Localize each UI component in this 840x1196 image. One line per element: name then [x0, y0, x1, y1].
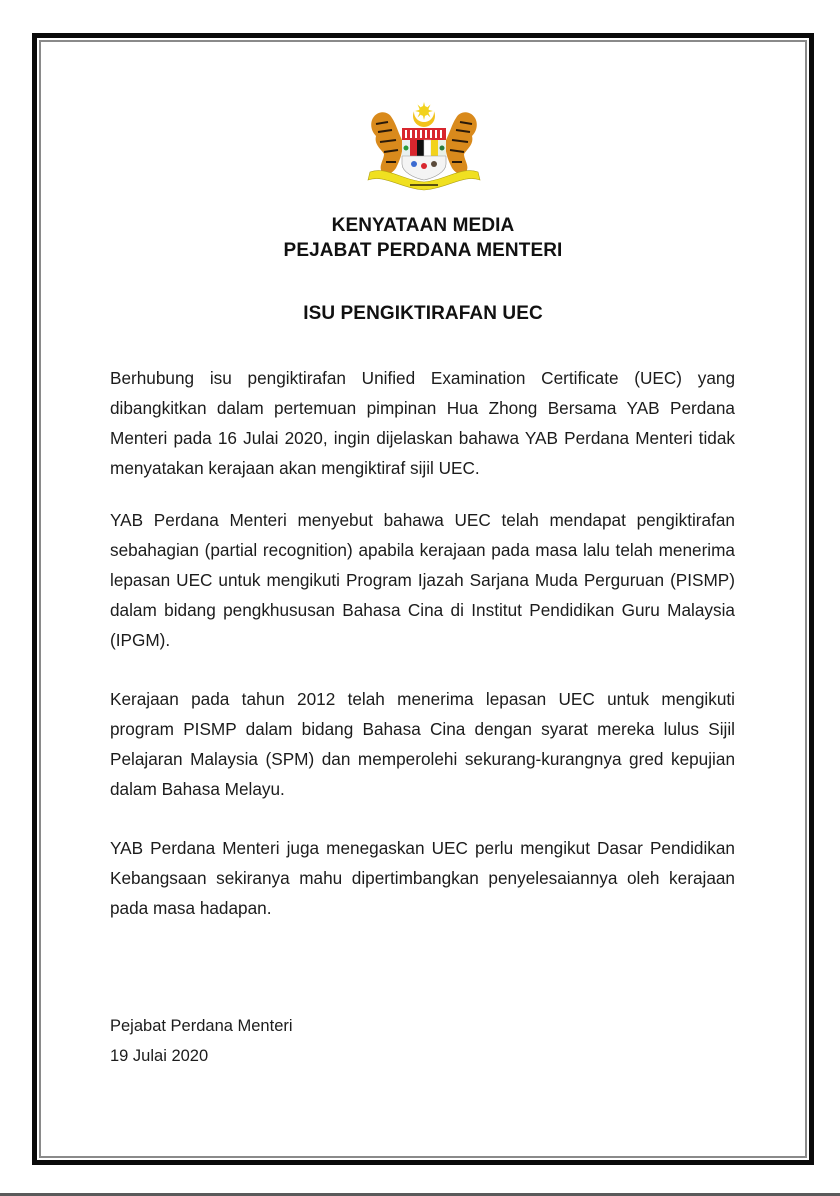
header-line-office: PEJABAT PERDANA MENTERI: [283, 240, 563, 261]
signoff-block: [110, 1011, 293, 1071]
paragraph-text: YAB Perdana Menteri menyebut bahawa UEC telah mendapat pengiktirafan sebahagian (partial recognition) apabila kerajaan pada masa lalu telah menerima lepasan UEC untuk mengikuti Program Ijazah Sarjana Muda Perguruan (PISMP) dalam bidang pengkhususan Bahasa Cina di Institut Pendidikan Guru Malaysia (IPGM).: [110, 510, 735, 650]
paragraph-1: [110, 363, 735, 483]
paragraph-2: [110, 505, 735, 655]
header-line-kenyataan-media: KENYATAAN MEDIA: [331, 215, 515, 236]
paragraph-text: Kerajaan pada tahun 2012 telah menerima lepasan UEC untuk mengikuti program PISMP dalam bidang Bahasa Cina dengan syarat mereka lulus Sijil Pelajaran Malaysia (SPM) dan memperolehi sekurang-kurangnya gred kepujian dalam Bahasa Melayu.: [110, 689, 735, 799]
paragraph-text: YAB Perdana Menteri juga menegaskan UEC perlu mengikut Dasar Pendidikan Kebangsaan sekiranya mahu dipertimbangkan penyelesaiannya oleh kerajaan pada masa hadapan.: [110, 838, 735, 918]
paragraph-4: [110, 833, 735, 923]
signoff-date: 19 Julai 2020: [110, 1047, 209, 1065]
malaysia-coat-of-arms-icon: [366, 100, 482, 192]
paragraph-text: Berhubung isu pengiktirafan Unified Examination Certificate (UEC) yang dibangkitkan dalam pertemuan pimpinan Hua Zhong Bersama YAB Perdana Menteri pada 16 Julai 2020, ingin dijelaskan bahawa YAB Perdana Menteri tidak menyatakan kerajaan akan mengiktiraf sijil UEC.: [110, 368, 735, 478]
signoff-office: Pejabat Perdana Menteri: [110, 1017, 293, 1035]
document-title: ISU PENGIKTIRAFAN UEC: [303, 303, 543, 324]
paragraph-3: [110, 684, 735, 804]
